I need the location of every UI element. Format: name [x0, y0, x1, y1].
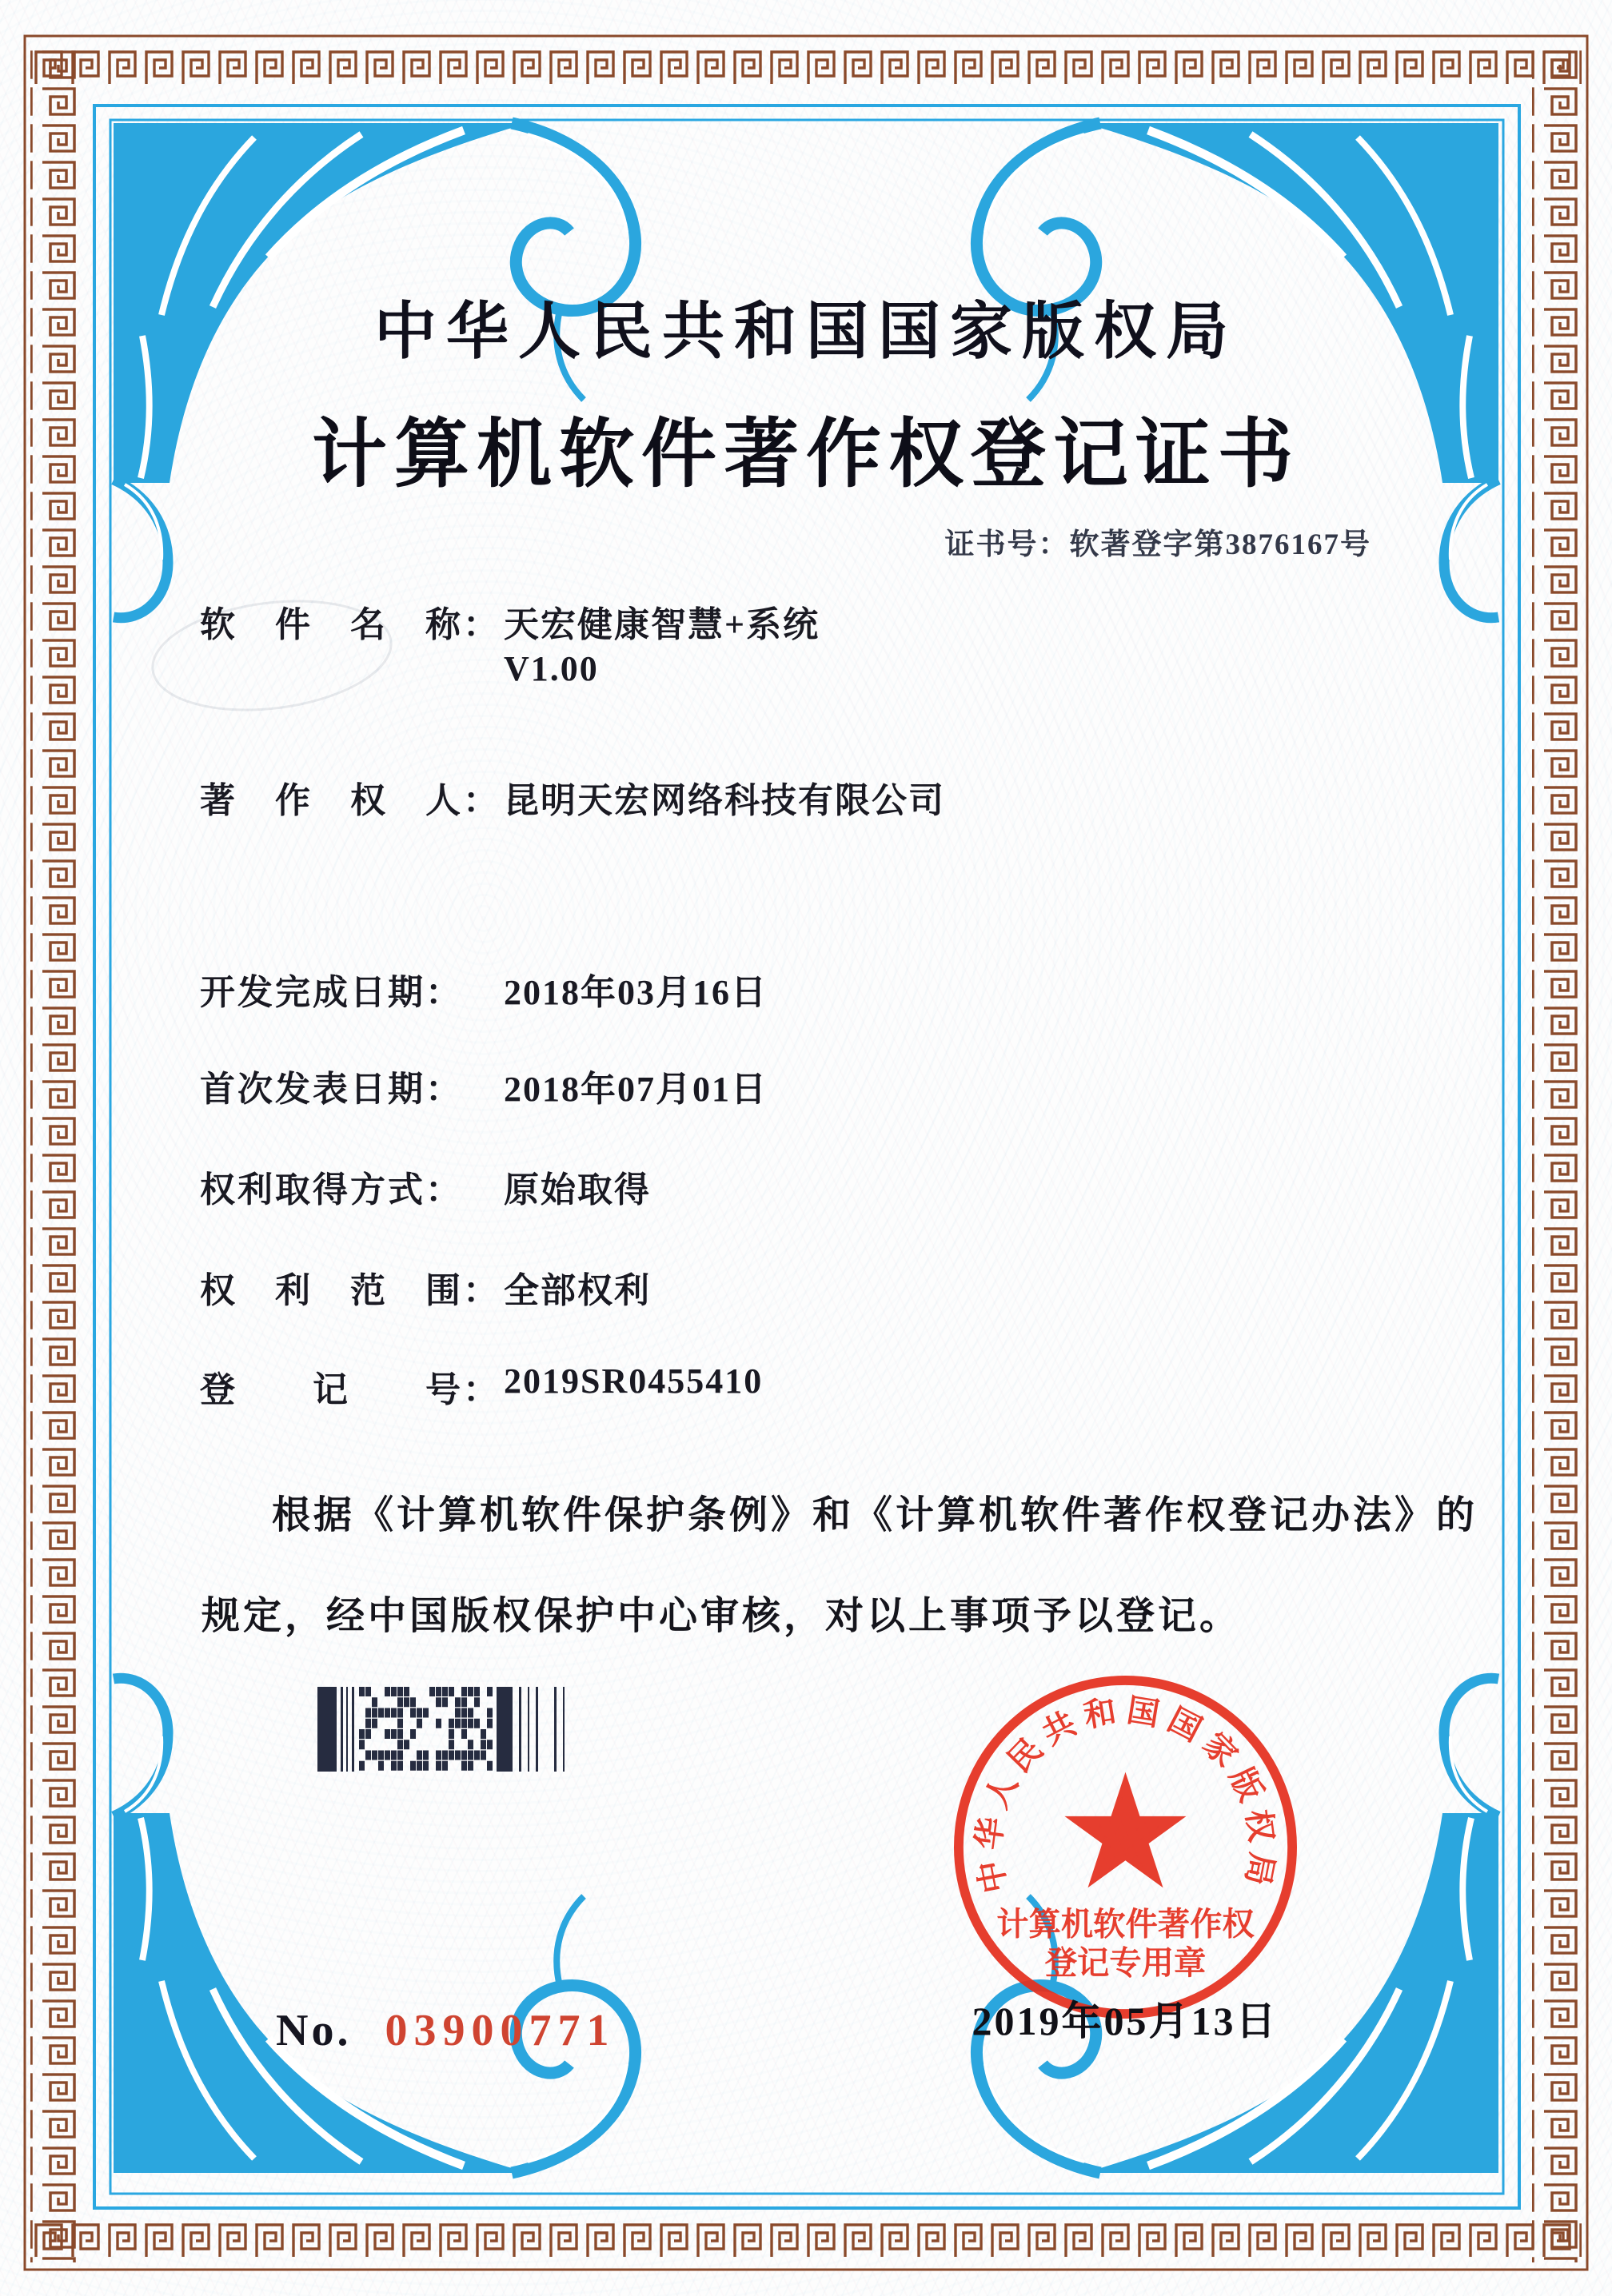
seal-line-2: 登记专用章: [1044, 1945, 1207, 1982]
field-value-version: V1.00: [504, 649, 599, 688]
certificate-number: [640, 520, 1371, 563]
field-label: 登 记 号：: [200, 1370, 501, 1409]
field-label: 软 件 名 称：: [200, 605, 501, 644]
statement-line-1: 根据《计算机软件保护条例》和《计算机软件著作权登记办法》的: [272, 1494, 1478, 1537]
field-value: 2019SR0455410: [504, 1361, 764, 1401]
seal-line-1: 计算机软件著作权: [996, 1906, 1255, 1943]
field-row-software-name: [200, 596, 1447, 688]
statement-line-2: 规定，经中国版权保护中心审核，对以上事项予以登记。: [202, 1595, 1242, 1637]
pdf417-barcode: [317, 1687, 575, 1772]
field-value: 2018年03月16日: [504, 973, 768, 1012]
field-label: 首次发表日期：: [200, 1070, 463, 1109]
field-row-first-publish-date: [200, 1060, 1447, 1110]
serial-number-line: [276, 2005, 615, 2056]
field-row-rights-acquisition: [200, 1161, 1447, 1210]
field-value: 2018年07月01日: [504, 1070, 768, 1109]
field-label: 开发完成日期：: [200, 973, 463, 1012]
seal-arc-text: 中华人民共和国国家版权局: [970, 1692, 1281, 1896]
field-label: 著 作 权 人：: [200, 781, 501, 820]
seal-star-icon: [1064, 1772, 1186, 1888]
serial-number: 03900771: [385, 2006, 616, 2055]
field-row-registration-number: [200, 1361, 1447, 1410]
certificate-number-value: 软著登字第3876167号: [1069, 528, 1371, 561]
issue-date: 2019年05月13日: [972, 1999, 1279, 2043]
certificate-number-label: 证书号：: [944, 528, 1070, 561]
certificate-title: 计算机软件著作权登记证书: [311, 413, 1300, 496]
greek-key-border-right: [1532, 46, 1582, 2262]
greek-key-border-bottom: [30, 2219, 1582, 2262]
official-seal: [948, 1669, 1303, 2025]
field-label: 权 利 范 围：: [200, 1271, 501, 1310]
greek-key-border-left: [30, 46, 80, 2262]
field-row-dev-complete-date: [200, 963, 1447, 1013]
field-value: 全部权利: [504, 1271, 651, 1310]
field-value: 原始取得: [504, 1170, 651, 1210]
outer-border-line: [25, 36, 1587, 2270]
pdf417-barcode-svg: [317, 1687, 575, 1772]
field-value: 昆明天宏网络科技有限公司: [504, 781, 945, 820]
greek-key-border-top: [30, 46, 1582, 90]
authority-title: 中华人民共和国国家版权局: [373, 297, 1238, 366]
field-label: 权利取得方式：: [200, 1170, 463, 1210]
field-row-copyright-owner: [200, 771, 1447, 821]
serial-prefix: No.: [276, 2006, 352, 2055]
field-row-rights-scope: [200, 1262, 1447, 1311]
field-value: 天宏健康智慧+系统: [504, 605, 820, 644]
